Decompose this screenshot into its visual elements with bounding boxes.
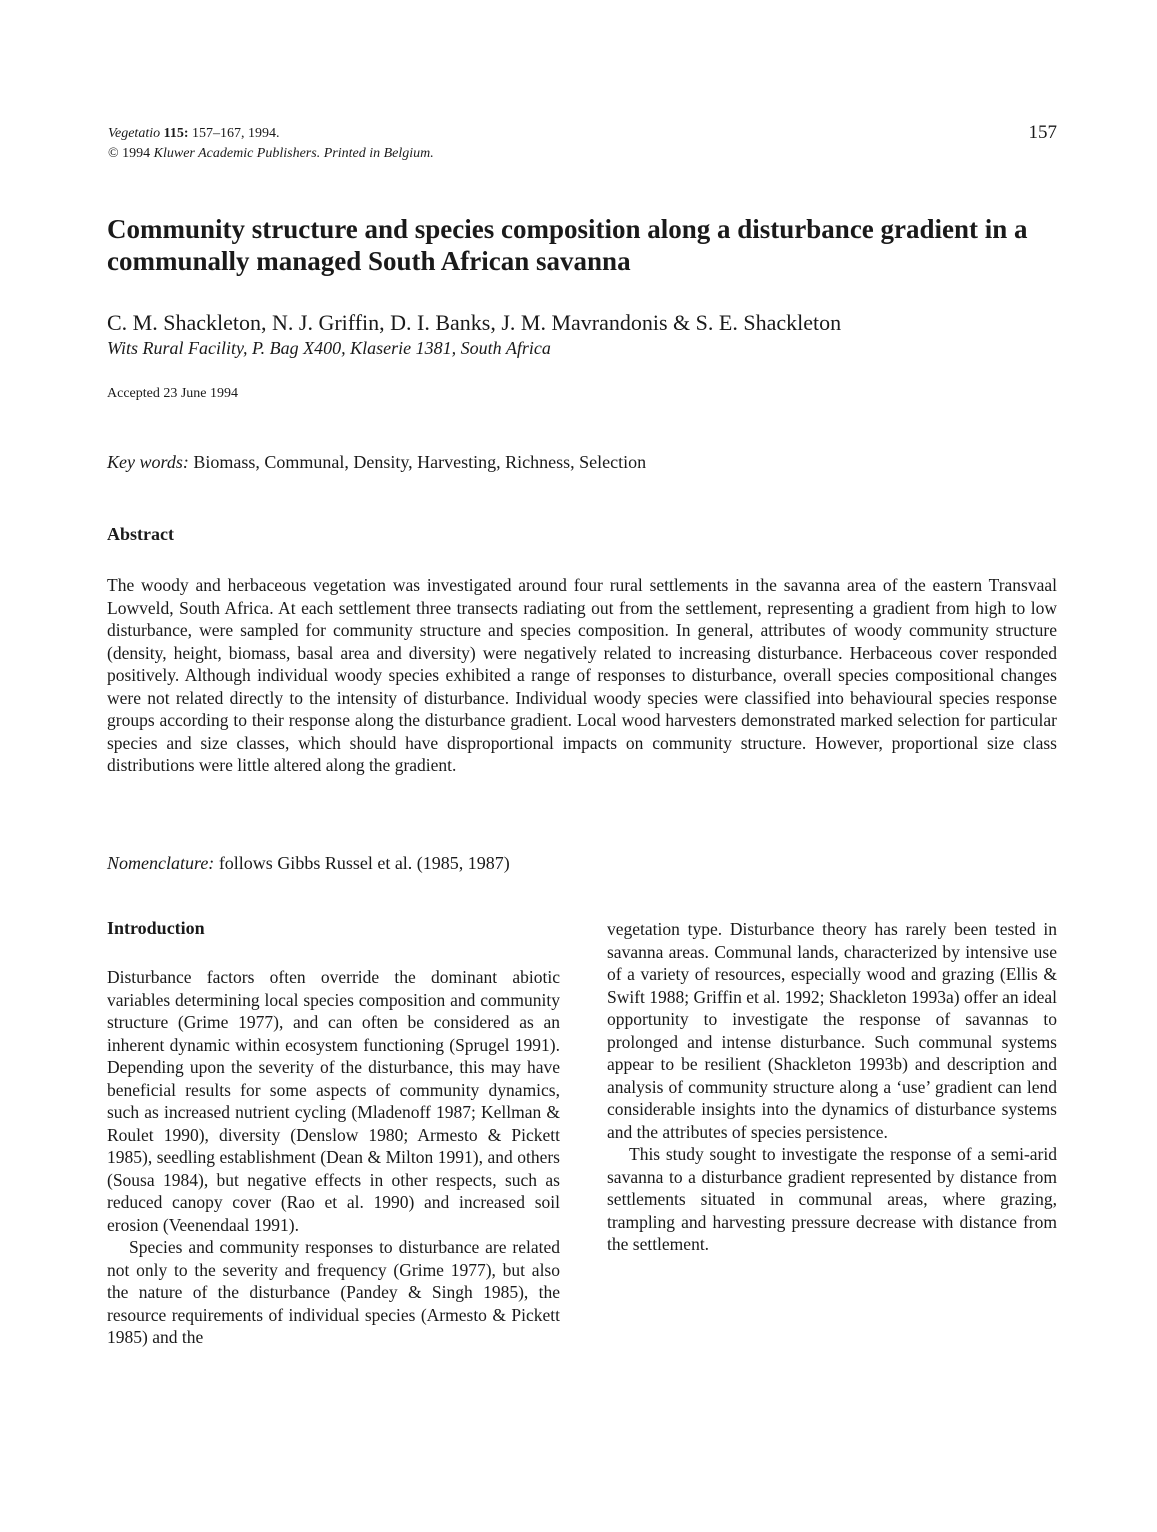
journal-name: Vegetatio bbox=[108, 126, 161, 141]
journal-line bbox=[108, 124, 434, 144]
intro-paragraph: This study sought to investigate the response of a semi-arid savanna to a disturbance gradient represented by distance from settlements situated in communal areas, where grazing, trampling and harvesting pressure decrease with distance from the settlement. bbox=[607, 1144, 1057, 1254]
journal-citation bbox=[108, 124, 434, 164]
nomenclature-text: follows Gibbs Russel et al. (1985, 1987) bbox=[214, 853, 510, 873]
keywords bbox=[107, 450, 646, 474]
journal-volume: 115: bbox=[163, 126, 189, 141]
journal-pages: 157–167, 1994. bbox=[188, 126, 280, 141]
keywords-label: Key words: bbox=[107, 452, 189, 472]
affiliation: Wits Rural Facility, P. Bag X400, Klaserie 1381, South Africa bbox=[107, 338, 551, 358]
accepted-date: Accepted 23 June 1994 bbox=[107, 386, 239, 401]
authors: C. M. Shackleton, N. J. Griffin, D. I. Banks, J. M. Mavrandonis & S. E. Shackleton bbox=[107, 310, 842, 335]
left-column bbox=[107, 966, 560, 1349]
keywords-text: Biomass, Communal, Density, Harvesting, Richness, Selection bbox=[188, 452, 647, 472]
intro-paragraph: Species and community responses to disturbance are related not only to the severity and frequency (Grime 1977), but also the nature of the disturbance (Pandey & Singh 1985), the resource requirements of individual species (Armesto & Pickett 1985) and the bbox=[107, 1237, 560, 1347]
introduction-heading: Introduction bbox=[107, 918, 205, 938]
intro-paragraph: Disturbance factors often override the dominant abiotic variables determining local species composition and community structure (Grime 1977), and can often be considered as an inherent dynamic within ecosystem functioning (Sprugel 1991). Depending upon the severity of the disturbance, this may have beneficial results for some aspects of community dynamics, such as increased nutrient cycling (Mladenoff 1987; Kellman & Roulet 1990), diversity (Denslow 1980; Armesto & Pickett 1985), seedling establishment (Dean & Milton 1991), and others (Sousa 1984), but negative effects in other respects, such as reduced canopy cover (Rao et al. 1990) and increased soil erosion (Veenendaal 1991). bbox=[107, 967, 560, 1235]
page-number: 157 bbox=[1028, 122, 1057, 143]
abstract-text: The woody and herbaceous vegetation was investigated around four rural settlements in the savanna area of the eastern Transvaal Lowveld, South Africa. At each settlement three transects radiating out from the settlement, representing a gradient from high to low disturbance, were sampled for community structure and species composition. In general, attributes of woody community structure (density, height, biomass, basal area and diversity) were negatively related to increasing disturbance. Herbaceous cover responded positively. Although individual woody species exhibited a range of responses to disturbance, overall species compositional changes were not related directly to the intensity of disturbance. Individual woody species were classified into behavioural species response groups according to their response along the disturbance gradient. Local wood harvesters demonstrated marked selection for particular species and size classes, which should have disproportional impacts on community structure. However, proportional size class distributions were little altered along the gradient. bbox=[107, 575, 1057, 775]
intro-paragraph: vegetation type. Disturbance theory has rarely been tested in savanna areas. Communal lands, characterized by intensive use of a variety of resources, especially wood and grazing (Ellis & Swift 1988; Griffin et al. 1992; Shackleton 1993a) offer an ideal opportunity to investigate the response of savannas to prolonged and intense disturbance. Such communal systems appear to be resilient (Shackleton 1993b) and description and analysis of community structure along a ‘use’ gradient can lend considerable insights into the dynamics of disturbance systems and the attributes of species persistence. bbox=[607, 919, 1057, 1142]
right-column bbox=[607, 918, 1057, 1256]
copyright-line bbox=[108, 144, 434, 164]
nomenclature-label: Nomenclature: bbox=[107, 853, 215, 873]
abstract-heading: Abstract bbox=[107, 524, 174, 544]
paper-title: Community structure and species composition along a disturbance gradient in a communally managed South African savanna bbox=[107, 214, 1028, 276]
nomenclature bbox=[107, 851, 510, 875]
publisher: Kluwer Academic Publishers. Printed in Belgium. bbox=[153, 146, 434, 161]
copyright-prefix: © 1994 bbox=[108, 146, 154, 161]
